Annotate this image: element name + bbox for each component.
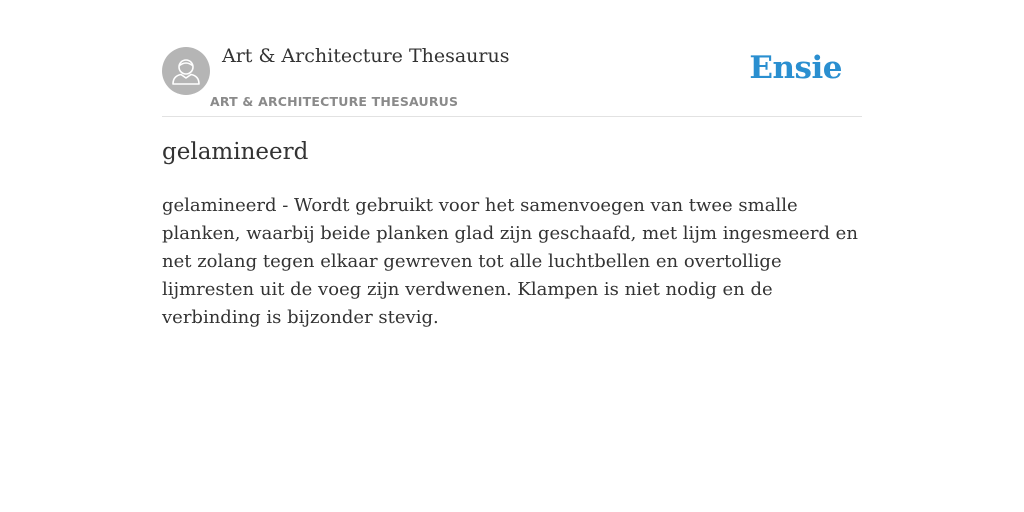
avatar[interactable] xyxy=(162,47,210,95)
source-name[interactable]: Art & Architecture Thesaurus xyxy=(222,45,510,67)
source-caption[interactable]: ART & ARCHITECTURE THESAURUS xyxy=(210,94,459,109)
user-icon xyxy=(162,47,210,95)
entry-definition: gelamineerd - Wordt gebruikt voor het samenvoegen van twee smalle planken, waarbij beide planken glad zijn geschaafd, met lijm ingesmeerd en net zolang tegen elkaar gewreven tot alle luchtbellen en overtollige lijmresten uit de voeg zijn verdwenen. Klampen is niet nodig en de verbinding is bijzonder stevig. xyxy=(162,195,858,328)
entry-title: gelamineerd xyxy=(162,139,309,165)
source-header xyxy=(162,0,862,117)
ensie-logo[interactable]: Ensie xyxy=(749,50,842,86)
